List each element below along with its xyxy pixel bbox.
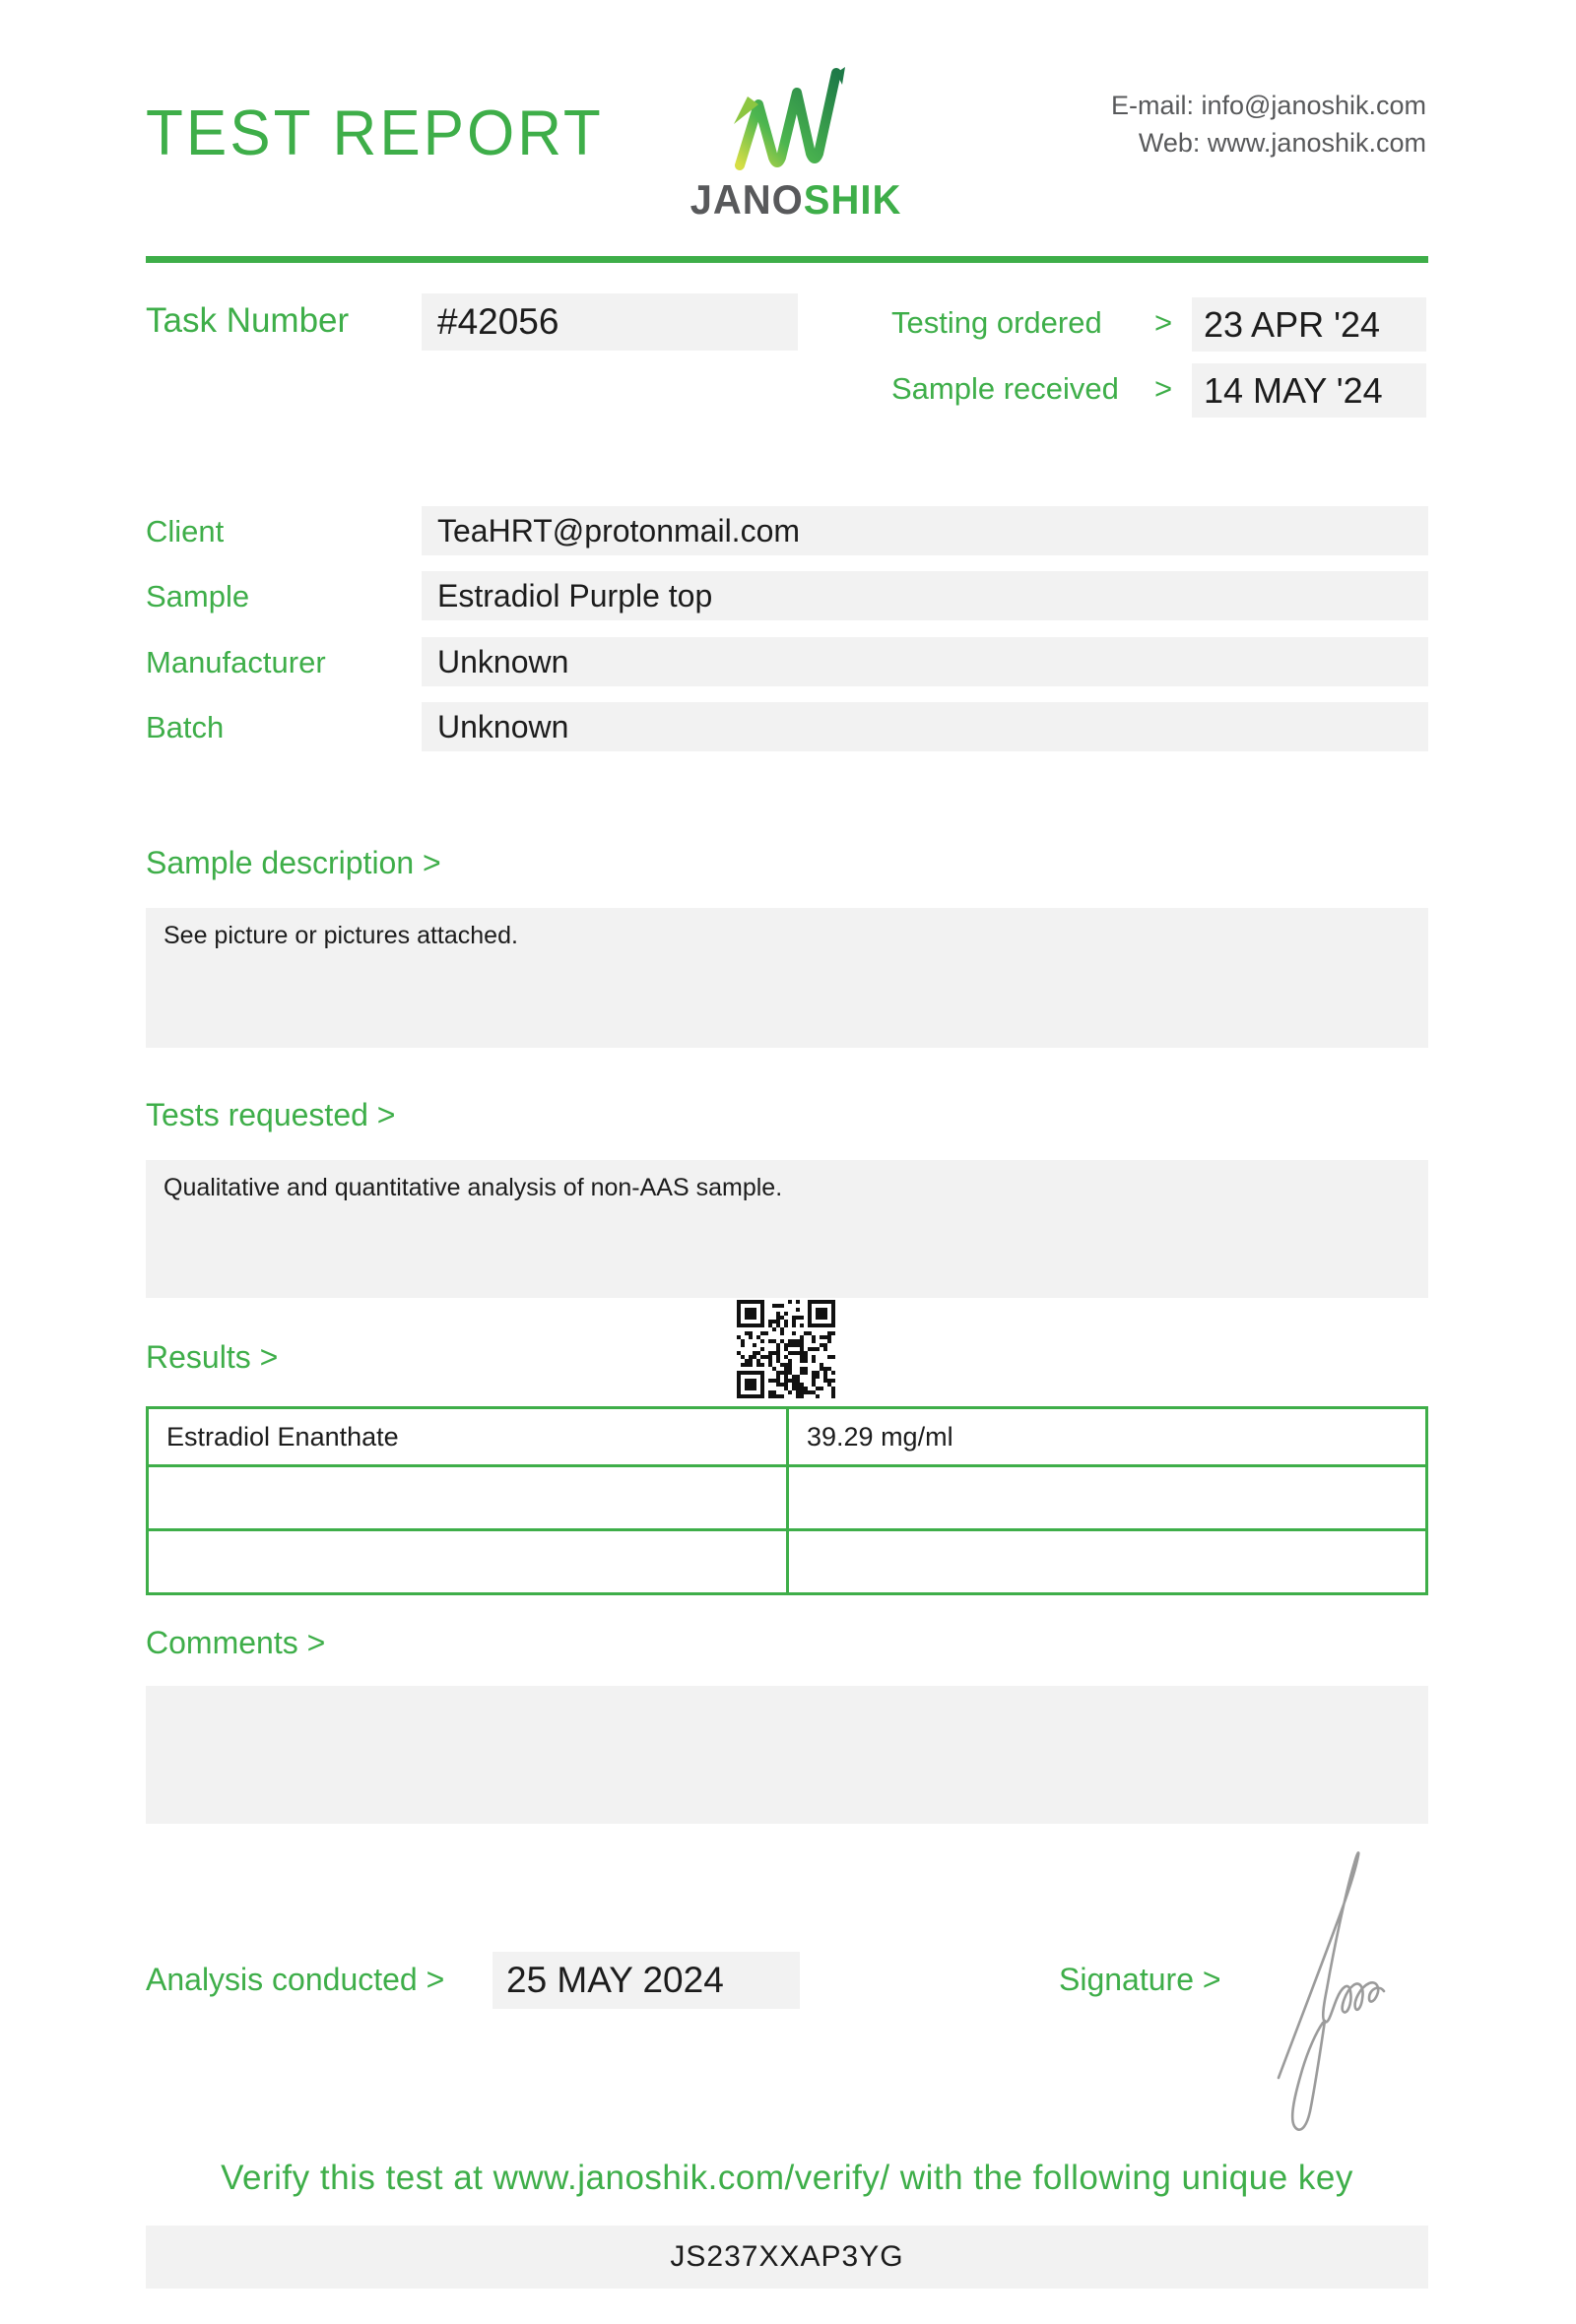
verify-instruction: Verify this test at www.janoshik.com/verify/ with the following unique key xyxy=(221,2159,1353,2197)
results-value-cell: 39.29 mg/ml xyxy=(786,1409,1425,1464)
results-analyte-cell: Estradiol Enanthate xyxy=(166,1422,399,1452)
manufacturer-value: Unknown xyxy=(422,637,1428,686)
client-label: Client xyxy=(146,514,225,549)
testing-ordered-label: Testing ordered xyxy=(891,305,1102,340)
results-row-3 xyxy=(149,1528,1425,1592)
batch-value: Unknown xyxy=(422,702,1428,751)
tests-requested-heading: Tests requested > xyxy=(146,1097,396,1132)
testing-ordered-arrow-icon: > xyxy=(1154,305,1173,340)
web-value: www.janoshik.com xyxy=(1207,128,1426,158)
results-table xyxy=(146,1406,1428,1595)
handwritten-signature xyxy=(1269,1843,1391,2133)
sample-description-text: See picture or pictures attached. xyxy=(164,922,518,949)
tests-requested-box xyxy=(146,1160,1428,1298)
results-heading: Results > xyxy=(146,1339,279,1375)
results-analyte-cell xyxy=(149,1531,786,1592)
contact-block xyxy=(985,87,1426,161)
logo-text-shik: SHIK xyxy=(803,177,902,224)
analysis-conducted-label: Analysis conducted > xyxy=(146,1962,445,1997)
manufacturer-label: Manufacturer xyxy=(146,645,326,679)
logo-wordmark xyxy=(678,177,914,224)
results-row-1 xyxy=(149,1409,1425,1464)
contact-web-line xyxy=(985,124,1426,161)
results-row-2 xyxy=(149,1464,1425,1528)
web-label: Web: xyxy=(1138,128,1201,158)
sample-label: Sample xyxy=(146,579,250,613)
verify-unique-key: JS237XXAP3YG xyxy=(146,2226,1428,2289)
results-analyte-cell xyxy=(149,1467,786,1528)
results-value-cell xyxy=(786,1467,1425,1528)
sample-value: Estradiol Purple top xyxy=(422,571,1428,620)
task-number-value: #42056 xyxy=(422,293,798,351)
client-value: TeaHRT@protonmail.com xyxy=(422,506,1428,555)
testing-ordered-date: 23 APR '24 xyxy=(1192,297,1426,352)
tests-requested-text: Qualitative and quantitative analysis of non-AAS sample. xyxy=(164,1174,783,1201)
batch-label: Batch xyxy=(146,710,225,744)
page-title: TEST REPORT xyxy=(146,97,604,169)
comments-heading: Comments > xyxy=(146,1625,326,1660)
task-number-label: Task Number xyxy=(146,301,350,340)
sample-description-heading: Sample description > xyxy=(146,845,441,880)
logo-text-jano: JANO xyxy=(690,177,804,224)
sample-description-box xyxy=(146,908,1428,1048)
sample-received-label: Sample received xyxy=(891,371,1119,406)
signature-label: Signature > xyxy=(1059,1962,1221,1997)
comments-box xyxy=(146,1686,1428,1824)
sample-received-arrow-icon: > xyxy=(1154,371,1173,406)
sample-received-date: 14 MAY '24 xyxy=(1192,363,1426,418)
growth-chart-icon xyxy=(726,63,856,179)
email-label: E-mail: xyxy=(1110,91,1194,120)
results-value-cell xyxy=(786,1531,1425,1592)
contact-email-line xyxy=(985,87,1426,124)
qr-code xyxy=(737,1300,835,1398)
email-value: info@janoshik.com xyxy=(1201,91,1426,120)
header-divider xyxy=(146,256,1428,263)
analysis-conducted-date: 25 MAY 2024 xyxy=(492,1952,800,2009)
